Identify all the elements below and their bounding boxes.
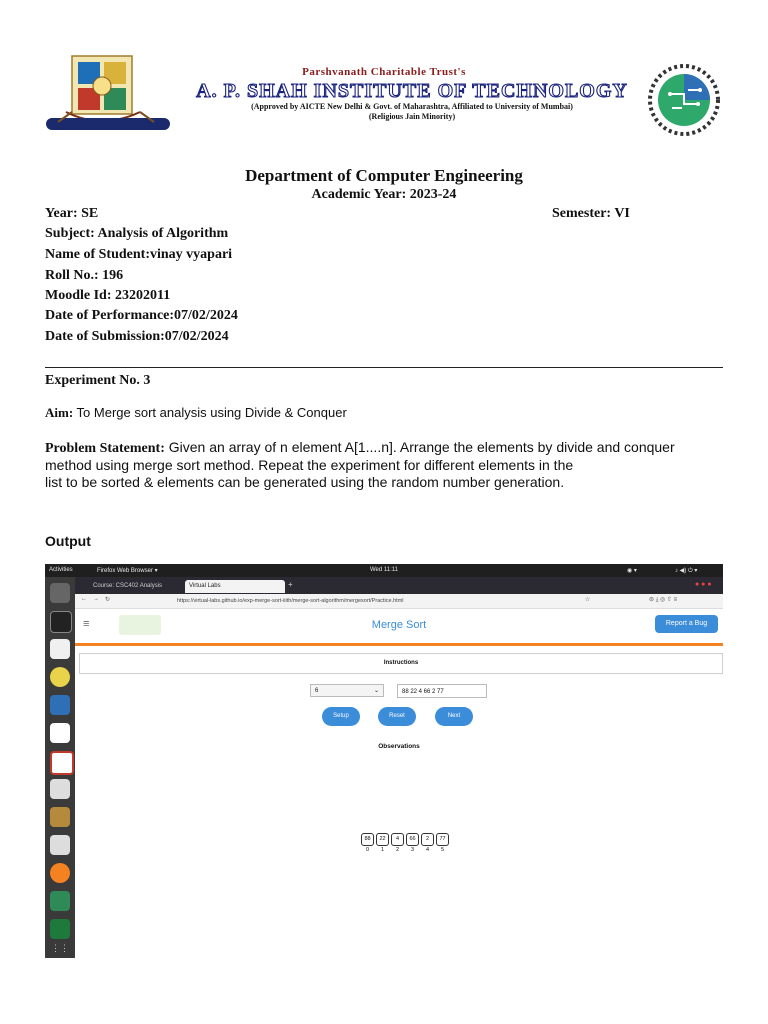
subject-field: Subject: Analysis of Algorithm	[45, 226, 229, 241]
aim-label: Aim:	[45, 405, 74, 420]
array-cell: 66	[406, 833, 419, 846]
array-display	[361, 833, 449, 846]
terminal-icon[interactable]	[50, 611, 72, 633]
array-cell: 22	[376, 833, 389, 846]
ps-line-2: method using merge sort method. Repeat the experiment for different elements in the	[45, 457, 574, 473]
app-header	[75, 609, 723, 646]
array-index: 1	[380, 847, 385, 853]
institute-logo	[44, 50, 172, 138]
trust-name: Parshvanath Charitable Trust's	[302, 66, 466, 78]
reload-icon[interactable]: ↻	[105, 597, 111, 603]
array-input[interactable]: 88 22 4 66 2 77	[397, 684, 487, 698]
text-editor-icon[interactable]	[50, 639, 70, 659]
pycharm-icon[interactable]	[50, 919, 70, 939]
array-indices	[361, 847, 449, 853]
app-launcher	[45, 577, 75, 958]
volume-icon[interactable]: ♪ ◀) ⏻ ▾	[675, 568, 698, 574]
aim-text: To Merge sort analysis using Divide & Conquer	[73, 405, 347, 420]
app-title: Merge Sort	[371, 619, 427, 631]
virtual-lab-page	[75, 609, 723, 958]
year-field: Year: SE	[45, 206, 99, 221]
hamburger-icon[interactable]: ≡	[83, 618, 90, 630]
semester-field: Semester: VI	[552, 206, 630, 221]
eclipse-icon[interactable]	[50, 751, 74, 775]
calc-icon[interactable]	[50, 891, 70, 911]
divider	[45, 367, 723, 368]
problem-statement	[45, 439, 705, 491]
aim-line	[45, 405, 347, 421]
array-index: 0	[365, 847, 370, 853]
array-index: 2	[395, 847, 400, 853]
observations-label: Observations	[378, 743, 420, 750]
minority-line: (Religious Jain Minority)	[368, 112, 456, 121]
array-index: 3	[410, 847, 415, 853]
document-icon[interactable]	[50, 723, 70, 743]
setup-button[interactable]: Setup	[322, 707, 360, 726]
forward-icon[interactable]: →	[93, 596, 99, 602]
array-cell: 2	[421, 833, 434, 846]
camera-icon[interactable]	[50, 779, 70, 799]
array-index: 4	[425, 847, 430, 853]
files-icon[interactable]	[50, 583, 70, 603]
clock[interactable]: Wed 11:11	[370, 567, 399, 573]
network-icon[interactable]: ◉ ▾	[627, 568, 637, 574]
system-topbar	[45, 564, 723, 577]
url-bar[interactable]: https://virtual-labs.github.io/exp-merge-sort-iiith/merge-sort-algorithm/mergesort/Practice.html	[177, 598, 404, 604]
array-cell: 88	[361, 833, 374, 846]
array-cell: 4	[391, 833, 404, 846]
back-icon[interactable]: ←	[81, 596, 87, 602]
submission-date-field: Date of Submission:07/02/2024	[45, 329, 229, 344]
tab-course[interactable]: Course: CSC402 Analysis	[93, 583, 163, 589]
output-screenshot	[45, 564, 723, 958]
array-size-value: 6	[315, 688, 319, 694]
chevron-down-icon: ⌄	[373, 688, 379, 694]
writer-icon[interactable]	[50, 695, 70, 715]
tab-virtual-labs[interactable]: Virtual Labs	[185, 580, 285, 593]
new-tab-button[interactable]: +	[288, 580, 293, 589]
bookmark-icon[interactable]: ☆	[585, 597, 591, 603]
ps-label: Problem Statement:	[45, 441, 165, 456]
ps-line-3: list to be sorted & elements can be generated using the random number generation.	[45, 474, 565, 490]
reset-button[interactable]: Reset	[378, 707, 416, 726]
chrome-icon[interactable]	[50, 667, 70, 687]
ps-line-1: Given an array of n element A[1....n]. Arrange the elements by divide and conquer	[164, 439, 675, 455]
academic-year: Academic Year: 2023-24	[311, 187, 457, 202]
instructions-toggle[interactable]: Instructions	[79, 653, 723, 674]
nav-bar	[45, 594, 723, 609]
tab-bar	[45, 577, 723, 594]
student-name-field: Name of Student:vinay vyapari	[45, 247, 233, 262]
approval-line: (Approved by AICTE New Delhi & Govt. of Maharashtra, Affiliated to University of Mumbai)	[251, 102, 573, 111]
toolbar-icons[interactable]: ⊜ ⤓ ◎ ⇧ ≡	[649, 597, 678, 603]
firefox-icon[interactable]	[50, 863, 70, 883]
institute-name: A. P. SHAH INSTITUTE OF TECHNOLOGY	[196, 80, 628, 102]
performance-date-field: Date of Performance:07/02/2024	[45, 308, 238, 323]
window-controls-icon[interactable]: ● ● ●	[695, 581, 712, 588]
browser-menu[interactable]: Firefox Web Browser ▾	[97, 568, 158, 574]
array-size-select[interactable]	[310, 684, 384, 697]
moodle-id-field: Moodle Id: 23202011	[45, 288, 171, 303]
output-heading: Output	[45, 533, 91, 549]
report-bug-button[interactable]: Report a Bug	[655, 615, 718, 633]
next-button[interactable]: Next	[435, 707, 473, 726]
roll-no-field: Roll No.: 196	[45, 268, 124, 283]
app-grid-icon[interactable]: ⋮⋮	[50, 943, 70, 958]
screenshot-icon[interactable]	[50, 835, 70, 855]
bodhi-icon[interactable]	[50, 807, 70, 827]
activities-button[interactable]: Activities	[49, 567, 73, 573]
experiment-number: Experiment No. 3	[45, 373, 151, 388]
array-cell: 77	[436, 833, 449, 846]
department-title: Department of Computer Engineering	[245, 166, 523, 185]
array-index: 5	[440, 847, 445, 853]
